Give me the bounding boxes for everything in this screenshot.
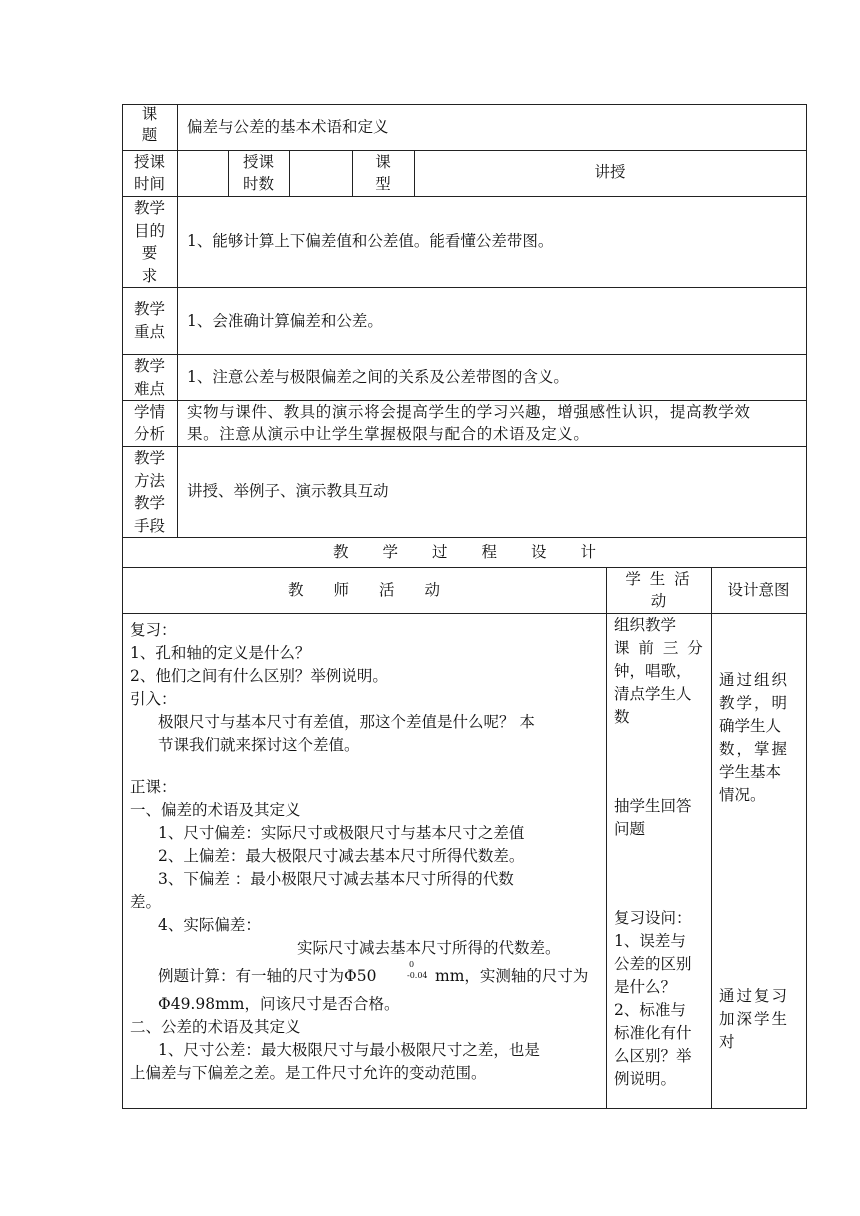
student-line: 问题 xyxy=(614,820,646,838)
hours-label: 授课 时数 xyxy=(242,153,274,193)
intent-line: 通过复习 xyxy=(719,987,790,1005)
teacher-line: 1、孔和轴的定义是什么？ xyxy=(130,644,311,662)
teacher-line: 正课： xyxy=(130,778,177,796)
intent-line: 学生基本 xyxy=(719,763,782,781)
teacher-line: 差。 xyxy=(130,893,162,911)
col-line xyxy=(177,104,178,537)
intent-line: 情况。 xyxy=(719,786,766,804)
student-line: 复习设问： xyxy=(614,909,692,927)
goal-label: 教学 目的 要 求 xyxy=(133,199,165,285)
teacher-line: 极限尺寸与基本尺寸有差值，那这个差值是什么呢？ 本 xyxy=(158,713,535,731)
col-line xyxy=(606,567,607,1108)
teacher-line: 4、实际偏差： xyxy=(158,916,261,934)
key-label: 教学 重点 xyxy=(133,300,165,341)
method-value: 讲授、举例子、演示教具互动 xyxy=(187,482,389,500)
teacher-line: Φ49.98mm，问该尺寸是否合格。 xyxy=(158,995,400,1013)
table-border-top xyxy=(122,104,807,105)
intent-line: 通过组织 xyxy=(719,671,790,689)
table-border-bottom xyxy=(122,1108,807,1109)
teacher-line: 2、上偏差：最大极限尺寸减去基本尺寸所得代数差。 xyxy=(158,847,525,865)
topic-label: 课 题 xyxy=(141,105,158,144)
teacher-line: mm，实测轴的尺寸为 xyxy=(435,967,589,985)
student-line: 标准化有什 xyxy=(614,1024,692,1042)
student-line-1: 实物与课件、教具的演示将会提高学生的学习兴趣，增强感性认识，提高教学效 xyxy=(187,403,751,421)
type-value: 讲授 xyxy=(594,163,626,181)
teacher-line: 例题计算：有一轴的尺寸为Φ50 xyxy=(158,967,377,985)
key-value: 1、会准确计算偏差和公差。 xyxy=(187,312,383,330)
row-line xyxy=(122,537,807,538)
time-label: 授课 时间 xyxy=(133,153,165,193)
hard-label: 教学 难点 xyxy=(133,357,165,398)
col-line xyxy=(711,567,712,1108)
upper-deviation: 0 xyxy=(409,960,415,969)
student-line: 组织教学 xyxy=(614,616,677,634)
teacher-line: 上偏差与下偏差之差。是工件尺寸允许的变动范围。 xyxy=(130,1064,487,1082)
student-line: 例说明。 xyxy=(614,1070,677,1088)
student-line: 公差的区别 xyxy=(614,955,692,973)
student-line: 抽学生回答 xyxy=(614,797,692,815)
teacher-line: 节课我们就来探讨这个差值。 xyxy=(158,736,360,754)
student-line: 课 前 三 分 xyxy=(614,639,705,657)
topic-value: 偏差与公差的基本术语和定义 xyxy=(187,118,389,136)
col-student-header-2: 动 xyxy=(650,592,667,610)
intent-line: 对 xyxy=(719,1033,735,1051)
col-intent-header: 设计意图 xyxy=(727,581,790,599)
teacher-line: 引入： xyxy=(130,690,177,708)
row-line xyxy=(122,613,807,614)
row-line xyxy=(122,446,807,447)
col-line xyxy=(289,150,290,196)
type-label: 课 型 xyxy=(375,153,391,193)
col-teacher-header: 教师活动 xyxy=(287,581,470,599)
teacher-line: 一、偏差的术语及其定义 xyxy=(130,801,301,819)
col-student-header-1: 学 生 活 xyxy=(625,570,692,588)
student-line: 2、标准与 xyxy=(614,1001,686,1019)
student-line: 清点学生人 xyxy=(614,685,692,703)
student-line: 1、误差与 xyxy=(614,932,686,950)
student-line: 钟，唱歌， xyxy=(614,662,692,680)
intent-line: 确学生人 xyxy=(719,717,782,735)
teacher-line: 实际尺寸减去基本尺寸所得的代数差。 xyxy=(297,939,561,957)
row-line xyxy=(122,287,807,288)
row-line xyxy=(122,150,807,151)
intent-line: 数，掌握 xyxy=(719,740,790,758)
student-line-2: 果。注意从演示中让学生掌握极限与配合的术语及定义。 xyxy=(187,425,590,443)
hard-value: 1、注意公差与极限偏差之间的关系及公差带图的含义。 xyxy=(187,368,569,386)
method-label: 教学 方法 教学 手段 xyxy=(133,449,165,535)
student-label: 学情 分析 xyxy=(133,403,165,443)
student-line: 么区别？举 xyxy=(614,1047,692,1065)
row-line xyxy=(122,354,807,355)
intent-line: 加深学生 xyxy=(719,1010,790,1028)
teacher-line: 3、下偏差 ：最小极限尺寸减去基本尺寸所得的代数 xyxy=(158,870,514,888)
teacher-line: 2、他们之间有什么区别？举例说明。 xyxy=(130,667,388,685)
row-line xyxy=(122,196,807,197)
teacher-line: 1、尺寸偏差：实际尺寸或极限尺寸与基本尺寸之差值 xyxy=(158,824,525,842)
teacher-line: 复习： xyxy=(130,621,177,639)
table-border-right xyxy=(806,104,807,1109)
process-title: 教学过程设计 xyxy=(332,543,630,561)
teacher-line: 1、尺寸公差：最大极限尺寸与最小极限尺寸之差，也是 xyxy=(158,1041,540,1059)
goal-value: 1、能够计算上下偏差值和公差值。能看懂公差带图。 xyxy=(187,232,554,250)
intent-line: 教学，明 xyxy=(719,694,790,712)
student-line: 数 xyxy=(614,708,630,726)
teacher-line: 二、公差的术语及其定义 xyxy=(130,1018,301,1036)
lower-deviation: -0.04 xyxy=(407,971,428,980)
student-line: 是什么？ xyxy=(614,978,677,996)
